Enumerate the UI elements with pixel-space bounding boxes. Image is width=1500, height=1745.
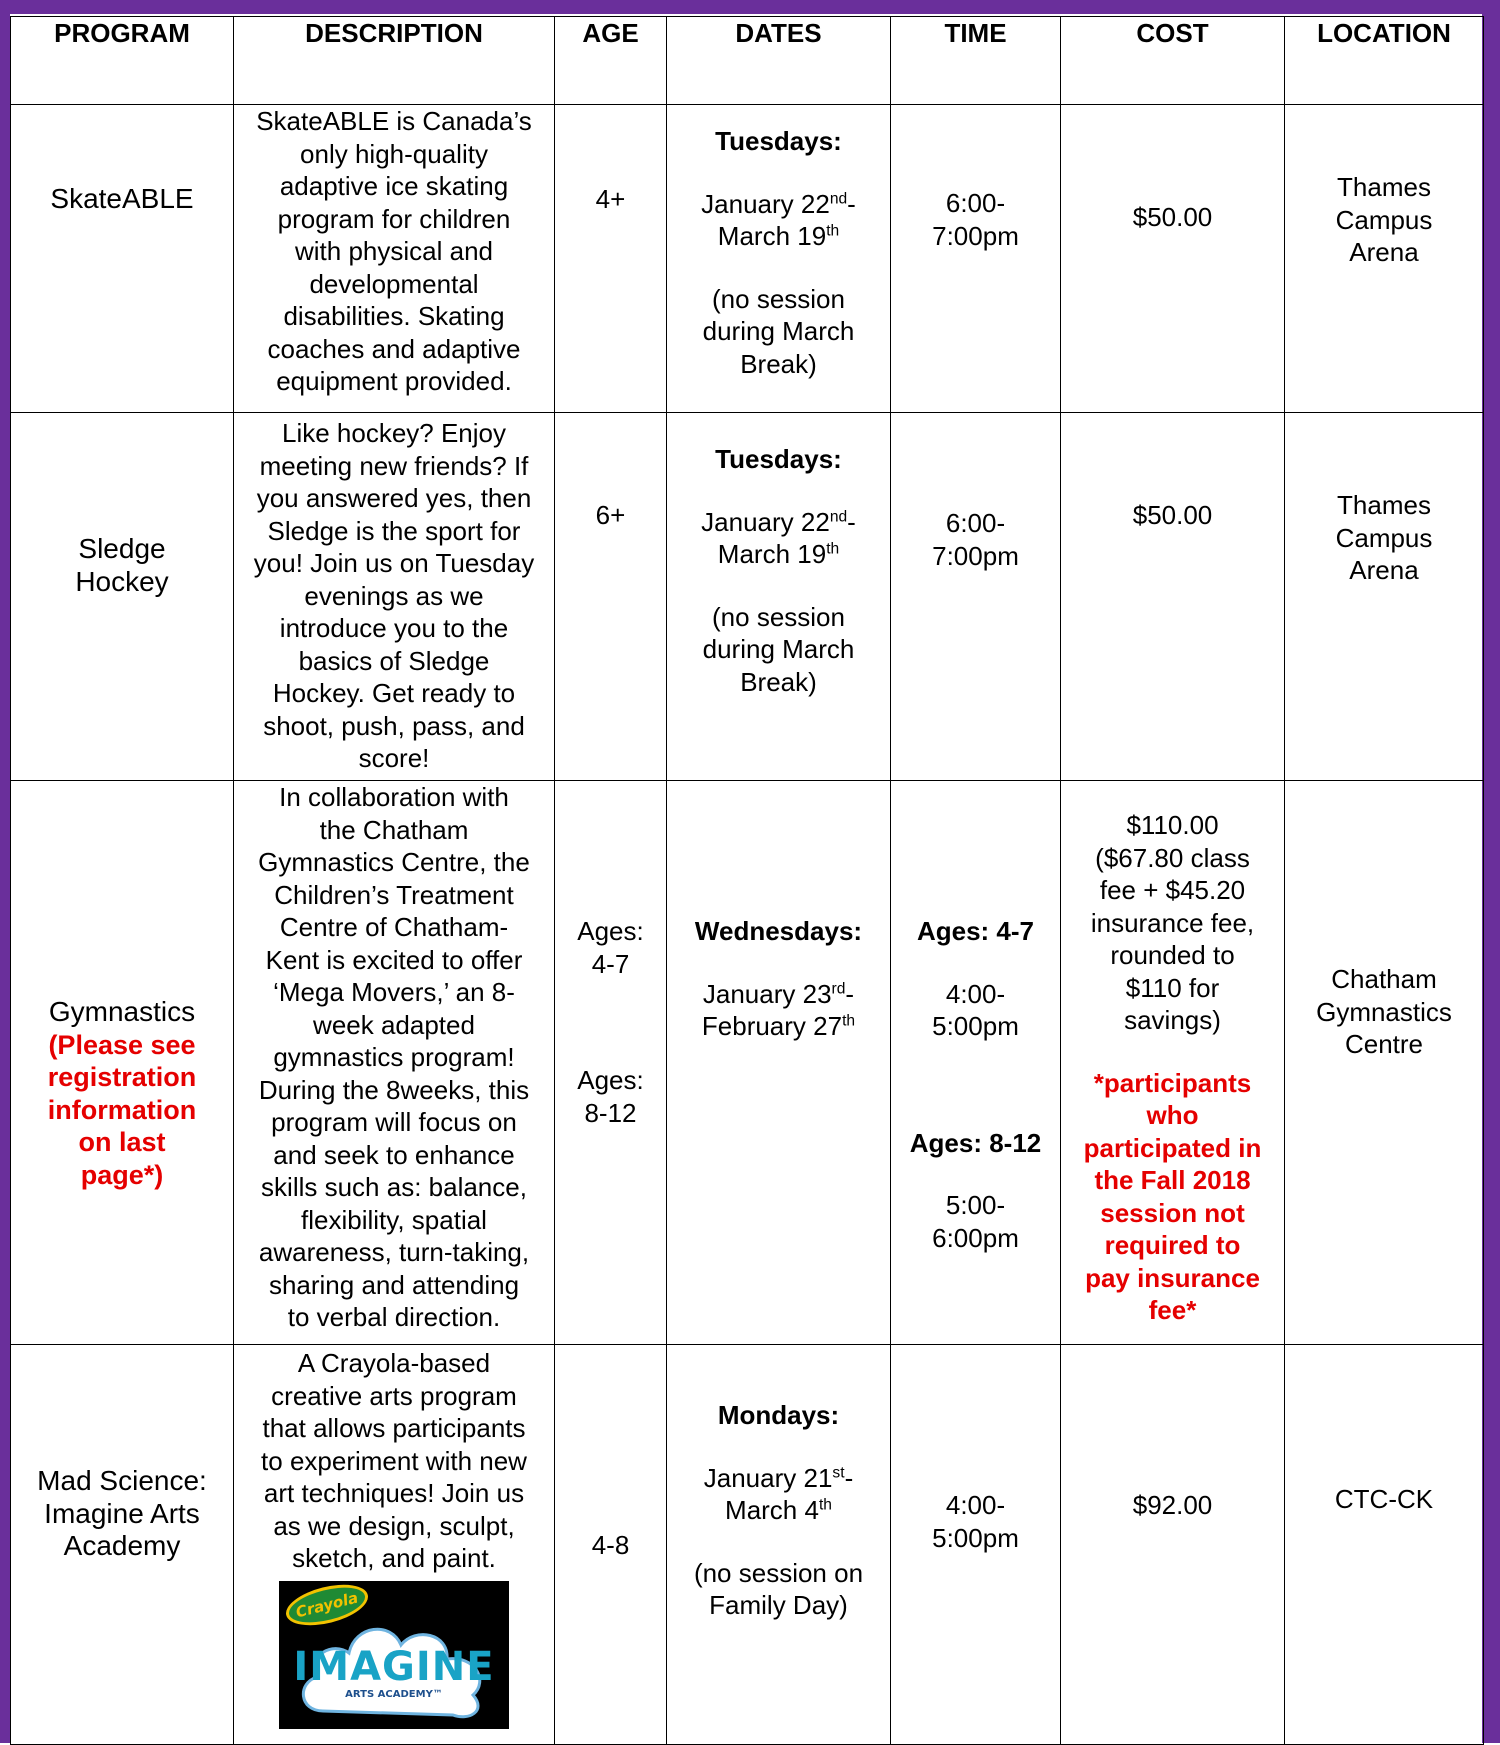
description-line: ‘Mega Movers,’ an 8- (273, 977, 515, 1007)
description-line: with physical and (295, 236, 493, 266)
description-line: Centre of Chatham- (279, 912, 509, 942)
time-line: 4:00- (945, 978, 1006, 1009)
program-name-text: SkateABLE (50, 183, 194, 214)
dates-end: March 4th (725, 1495, 832, 1525)
header-description: DESCRIPTION (234, 17, 555, 105)
insurance-note: *participants (1093, 1067, 1252, 1098)
cost-line: fee + $45.20 (1099, 875, 1246, 905)
purple-frame-left (0, 0, 10, 1743)
description-line: SkateABLE is Canada’s (256, 106, 532, 136)
program-name-line: Sledge (78, 533, 166, 564)
description-line: Children’s Treatment (274, 879, 514, 910)
location-line: Campus (1335, 522, 1433, 553)
program-time (891, 1345, 1061, 1745)
dates-end: March 19th (717, 539, 840, 569)
time-age-label: Ages: 8-12 (909, 1127, 1042, 1158)
location-line: Arena (1349, 555, 1419, 585)
description-line: the Chatham (319, 814, 469, 845)
description-line: program will focus on (271, 1107, 517, 1137)
description-line: developmental (309, 268, 479, 299)
time-line: 4:00- (945, 1490, 1006, 1520)
time-line: 6:00pm (932, 1222, 1019, 1253)
program-name (11, 1345, 234, 1745)
registration-note: information (47, 1094, 197, 1125)
purple-frame-top (0, 0, 1500, 14)
purple-frame-right (1482, 0, 1500, 1743)
registration-note: page*) (80, 1159, 164, 1190)
description-line: disabilities. Skating (283, 301, 505, 331)
location-line: Chatham (1331, 964, 1437, 994)
age-line: 8-12 (584, 1097, 637, 1128)
age-line: 4-7 (591, 948, 630, 979)
program-name (11, 105, 234, 413)
description-line: skills such as: balance, (261, 1172, 527, 1202)
description-line: and seek to enhance (273, 1139, 515, 1170)
description-line: basics of Sledge (298, 645, 490, 676)
program-name-line: Gymnastics (48, 996, 196, 1027)
description-line: A Crayola-based (297, 1348, 491, 1378)
dates-note: Break) (740, 348, 817, 379)
dates-start: January 23rd- (702, 978, 855, 1009)
description-line: Gymnastics Centre, the (258, 847, 530, 877)
description-line: you answered yes, then (256, 483, 532, 513)
header-location: LOCATION (1285, 17, 1484, 105)
time-line: 5:00pm (932, 1011, 1019, 1041)
cost-line: savings) (1124, 1005, 1221, 1035)
description-line: as we design, sculpt, (273, 1510, 515, 1541)
description-line: adaptive ice skating (279, 171, 509, 201)
imagine-wordmark: IMAGINE (293, 1643, 495, 1690)
description-line: introduce you to the (279, 613, 509, 643)
location-line: Centre (1344, 1029, 1424, 1059)
program-name (11, 413, 234, 781)
cost-line: insurance fee, (1090, 907, 1255, 938)
dates-start: January 21st- (703, 1462, 854, 1493)
location-line: Gymnastics (1316, 996, 1452, 1027)
program-age: 6+ (555, 413, 667, 781)
program-description (234, 105, 555, 413)
program-name-line: Hockey (75, 565, 169, 597)
program-location: CTC-CK (1285, 1345, 1484, 1745)
program-location (1285, 781, 1484, 1345)
description-line: Like hockey? Enjoy (281, 418, 507, 448)
program-dates (667, 413, 891, 781)
header-cost: COST (1061, 17, 1285, 105)
time-line: 5:00pm (932, 1522, 1019, 1553)
program-time (891, 105, 1061, 413)
insurance-note: fee* (1148, 1295, 1197, 1325)
header-time: TIME (891, 17, 1061, 105)
crayola-brand-badge: Crayola (282, 1581, 372, 1633)
table-row (11, 781, 1484, 1345)
crayola-imagine-logo (279, 1581, 509, 1729)
insurance-note: who (1146, 1100, 1199, 1130)
description-line: that allows participants (262, 1413, 526, 1443)
dates-note: during March (702, 316, 855, 346)
description-line: score! (358, 743, 430, 773)
time-line: 7:00pm (932, 220, 1019, 251)
program-time (891, 413, 1061, 781)
insurance-note: pay insurance (1085, 1262, 1260, 1293)
description-line: week adapted (313, 1009, 475, 1040)
program-dates (667, 105, 891, 413)
table-row (11, 1345, 1484, 1745)
time-line: 6:00- (945, 188, 1006, 218)
description-line: to experiment with new (261, 1445, 527, 1476)
program-name-line: Mad Science: (37, 1465, 207, 1496)
registration-note: on last (78, 1127, 166, 1157)
cost-line: ($67.80 class (1095, 842, 1250, 873)
description-line: shoot, push, pass, and (263, 710, 525, 741)
insurance-note: required to (1104, 1230, 1241, 1260)
description-line: program for children (277, 203, 511, 234)
program-cost: $50.00 (1061, 105, 1285, 413)
program-schedule-table (10, 16, 1484, 1745)
dates-day: Tuesdays: (715, 126, 842, 156)
description-line: Kent is excited to offer (265, 944, 523, 975)
dates-day: Wednesdays: (694, 916, 863, 946)
header-row (11, 17, 1484, 105)
dates-note: Family Day) (709, 1590, 848, 1620)
description-line: Hockey. Get ready to (272, 678, 516, 708)
description-line: gymnastics program! (273, 1042, 515, 1072)
program-cost (1061, 781, 1285, 1345)
program-description (234, 1345, 555, 1745)
age-line: Ages: (577, 916, 644, 946)
time-age-label: Ages: 4-7 (916, 916, 1035, 946)
header-age: AGE (555, 17, 667, 105)
cost-line: rounded to (1110, 940, 1235, 970)
program-name-line: Academy (63, 1530, 181, 1561)
table-row (11, 105, 1484, 413)
dates-end: March 19th (717, 221, 840, 251)
cost-line: $110.00 (1126, 810, 1219, 840)
dates-note: (no session (712, 283, 845, 314)
program-description (234, 781, 555, 1345)
insurance-note: session not (1100, 1197, 1245, 1228)
insurance-note: participated in (1083, 1132, 1262, 1163)
description-line: to verbal direction. (287, 1302, 501, 1332)
description-line: awareness, turn-taking, (258, 1237, 530, 1267)
description-line: In collaboration with (279, 782, 509, 812)
registration-note: (Please see (48, 1029, 196, 1060)
table-row (11, 413, 1484, 781)
program-age: 4-8 (555, 1345, 667, 1745)
description-line: creative arts program (271, 1380, 517, 1411)
location-line: Thames (1337, 490, 1431, 520)
dates-note: during March (702, 634, 855, 664)
description-line: only high-quality (300, 138, 488, 169)
time-line: 6:00- (945, 508, 1006, 538)
dates-start: January 22nd- (701, 188, 856, 219)
program-name-line: Imagine Arts (44, 1497, 200, 1529)
header-program: PROGRAM (11, 17, 234, 105)
description-line: meeting new friends? If (259, 450, 529, 481)
program-location (1285, 413, 1484, 781)
description-line: art techniques! Join us (263, 1478, 525, 1508)
program-time (891, 781, 1061, 1345)
dates-day: Tuesdays: (715, 444, 842, 474)
program-name (11, 781, 234, 1345)
time-line: 7:00pm (932, 540, 1019, 571)
dates-note: Break) (740, 666, 817, 697)
cost-line: $110 for (1125, 972, 1220, 1003)
program-age (555, 781, 667, 1345)
program-dates (667, 781, 891, 1345)
program-dates (667, 1345, 891, 1745)
description-line: During the 8weeks, this (258, 1074, 530, 1105)
program-cost: $50.00 (1061, 413, 1285, 781)
time-line: 5:00- (945, 1190, 1006, 1220)
registration-note: registration (47, 1062, 197, 1092)
dates-note: (no session (712, 601, 845, 632)
insurance-note: the Fall 2018 (1094, 1165, 1251, 1195)
description-line: coaches and adaptive (267, 333, 521, 364)
program-age: 4+ (555, 105, 667, 413)
header-dates: DATES (667, 17, 891, 105)
dates-day: Mondays: (717, 1400, 840, 1430)
dates-start: January 22nd- (701, 506, 856, 537)
description-line: evenings as we (304, 580, 484, 611)
location-line: Arena (1349, 237, 1419, 267)
description-line: equipment provided. (276, 366, 512, 396)
location-line: Thames (1337, 172, 1431, 202)
arts-academy-subtitle: ARTS ACADEMY™ (345, 1688, 443, 1700)
program-description (234, 413, 555, 781)
dates-end: February 27th (701, 1011, 856, 1041)
description-line: sharing and attending (268, 1269, 520, 1300)
program-cost: $92.00 (1061, 1345, 1285, 1745)
dates-note: (no session on (693, 1557, 864, 1588)
location-line: Campus (1335, 204, 1433, 235)
description-line: Sledge is the sport for (267, 515, 521, 546)
description-line: sketch, and paint. (292, 1543, 496, 1573)
description-line: flexibility, spatial (301, 1204, 487, 1235)
program-location (1285, 105, 1484, 413)
description-line: you! Join us on Tuesday (253, 548, 535, 578)
age-line: Ages: (577, 1065, 644, 1095)
